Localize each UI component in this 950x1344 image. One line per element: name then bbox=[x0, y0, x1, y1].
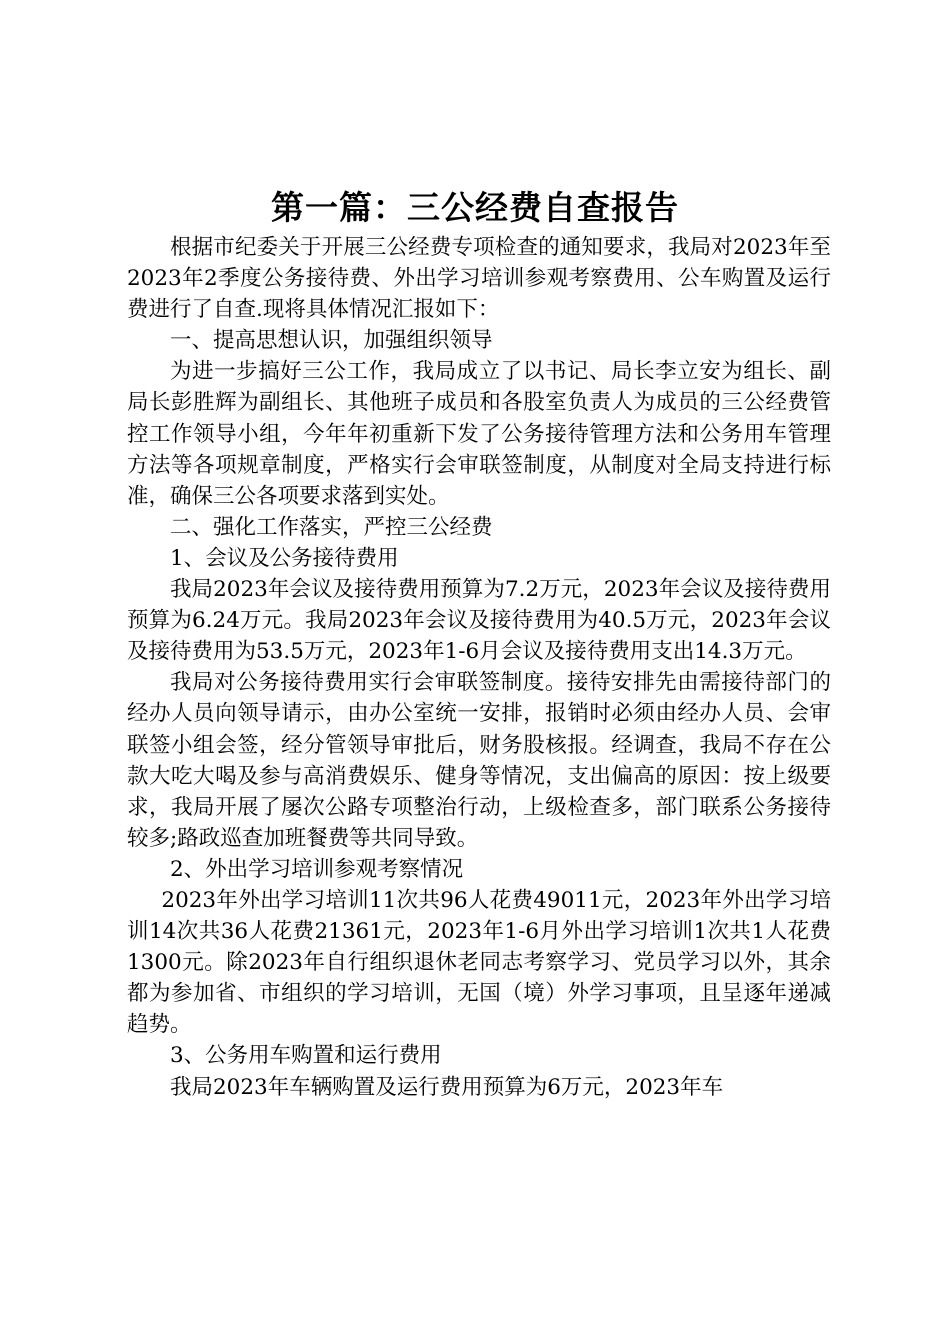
section-heading-1: 一、提高思想认识，加强组织领导 bbox=[170, 328, 493, 354]
body-paragraph: 我局2023年车辆购置及运行费用预算为6万元，2023年车 bbox=[170, 1074, 724, 1100]
body-paragraph: 2023年外出学习培训11次共96人花费49011元，2023年外出学习培训14次共36人花费21361元，2023年1-6月外出学习培训1次共1人花费1300元。除2023年自行组织退休老同志考察学习、党员学习以外，其余都为参加省、市组织的学习培训，无国（境）外学习事项，且呈逐年递减趋势。 bbox=[127, 887, 831, 1038]
subsection-heading-1: 1、会议及公务接待费用 bbox=[170, 545, 399, 571]
intro-paragraph: 根据市纪委关于开展三公经费专项检查的通知要求，我局对2023年至2023年2季度公务接待费、外出学习培训参观考察费用、公车购置及运行费进行了自查.现将具体情况汇报如下： bbox=[127, 235, 831, 323]
body-paragraph: 我局对公务接待费用实行会审联签制度。接待安排先由需接待部门的经办人员向领导请示，由办公室统一安排，报销时必须由经办人员、会审联签小组会签，经分管领导审批后，财务股核报。经调查，我局不存在公款大吃大喝及参与高消费娱乐、健身等情况，支出偏高的原因：按上级要求，我局开展了屡次公路专项整治行动，上级检查多，部门联系公务接待较多;路政巡查加班餐费等共同导致。 bbox=[127, 670, 831, 851]
section-heading-2: 二、强化工作落实，严控三公经费 bbox=[170, 514, 493, 540]
body-paragraph: 我局2023年会议及接待费用预算为7.2万元，2023年会议及接待费用预算为6.24万元。我局2023年会议及接待费用为40.5万元，2023年会议及接待费用为53.5万元，2023年1-6月会议及接待费用支出14.3万元。 bbox=[127, 577, 831, 665]
document-title: 第一篇：三公经费自查报告 bbox=[271, 188, 679, 227]
subsection-heading-3: 3、公务用车购置和运行费用 bbox=[170, 1043, 442, 1069]
subsection-heading-2: 2、外出学习培训参观考察情况 bbox=[170, 856, 464, 882]
document-body bbox=[127, 232, 831, 1103]
body-paragraph: 为进一步搞好三公工作，我局成立了以书记、局长李立安为组长、副局长彭胜辉为副组长、其他班子成员和各股室负责人为成员的三公经费管控工作领导小组，今年年初重新下发了公务接待管理方法和公务用车管理方法等各项规章制度，严格实行会审联签制度，从制度对全局支持进行标准，确保三公各项要求落到实处。 bbox=[127, 359, 831, 509]
